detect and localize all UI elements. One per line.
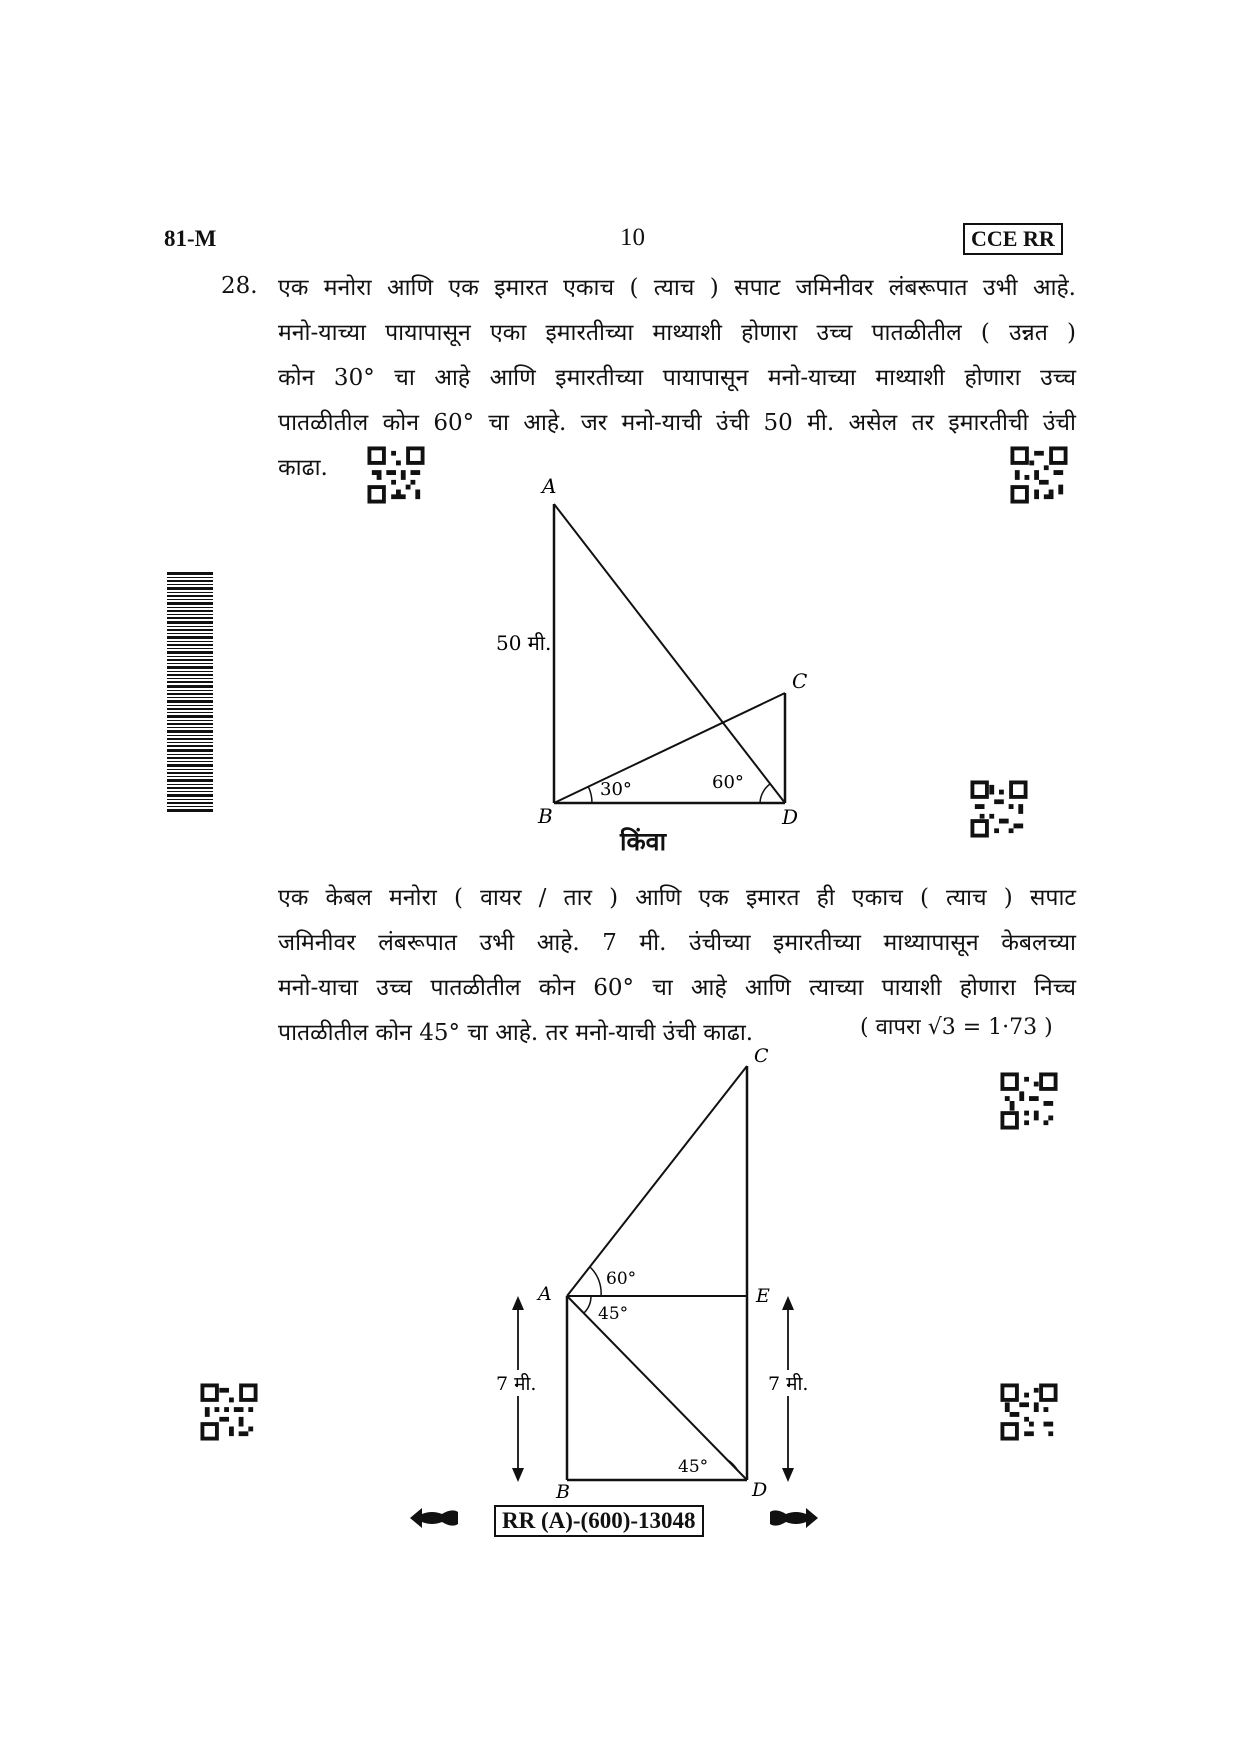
angle-d-label: 45°: [678, 1457, 709, 1477]
arrow-up-icon: [512, 1296, 524, 1310]
line-ad: [554, 504, 785, 803]
angle-up-label: 60°: [606, 1269, 637, 1289]
label-b: B: [538, 804, 553, 828]
series-badge: CCE RR: [963, 223, 1063, 255]
height-label: 50 मी.: [496, 631, 552, 655]
alt-question-line: एक केबल मनोरा ( वायर / तार ) आणि एक इमारत ही एकाच ( त्याच ) सपाट: [278, 885, 1076, 911]
arrow-up-icon: [782, 1296, 794, 1310]
question-line: मनो-याच्या पायापासून एका इमारतीच्या माथ्याशी होणारा उच्च पातळीतील ( उन्नत ): [278, 320, 1076, 346]
angle-d-arc: [760, 784, 770, 803]
line-ac: [567, 1066, 747, 1296]
arrow-down-icon: [782, 1468, 794, 1482]
label-b: B: [556, 1481, 570, 1500]
label-d: D: [752, 1479, 768, 1500]
figure-tower-building: [480, 470, 820, 840]
right-ornament-icon: [768, 1506, 820, 1530]
paper-code: 81-M: [164, 226, 217, 251]
question-line: कोन 30° चा आहे आणि इमारतीच्या पायापासून मनो-याच्या माथ्याशी होणारा उच्च: [278, 365, 1076, 391]
angle-down-arc: [584, 1296, 591, 1313]
figure-cable-tower: [490, 1040, 830, 1500]
footer-code: RR (A)-(600)-13048: [494, 1505, 704, 1537]
alt-question-line: मनो-याचा उच्च पातळीतील कोन 60° चा आहे आणि त्याच्या पायाशी होणारा निच्च: [278, 975, 1076, 1001]
qr-code-icon: [1000, 1072, 1058, 1130]
label-e: E: [756, 1285, 770, 1307]
angle-d-label: 60°: [712, 772, 744, 793]
question-line: एक मनोरा आणि एक इमारत एकाच ( त्याच ) सपाट जमिनीवर लंबरूपात उभी आहे.: [278, 275, 1076, 301]
question-line: काढा.: [278, 455, 328, 481]
qr-code-icon: [970, 780, 1028, 838]
label-a: A: [542, 474, 557, 498]
qr-code-icon: [1010, 446, 1068, 504]
page-number: 10: [620, 224, 645, 251]
barcode-icon: [167, 572, 213, 812]
right-height-label: 7 मी.: [768, 1373, 809, 1395]
question-number: 28.: [221, 273, 258, 299]
left-ornament-icon: [408, 1506, 460, 1530]
label-c: C: [754, 1045, 769, 1067]
label-d: D: [782, 805, 799, 829]
question-line: पातळीतील कोन 60° चा आहे. जर मनो-याची उंची 50 मी. असेल तर इमारतीची उंची: [278, 410, 1076, 436]
alt-question-line: पातळीतील कोन 45° चा आहे. तर मनो-याची उंची काढा.: [278, 1020, 754, 1046]
angle-b-arc: [588, 786, 592, 803]
angle-up-arc: [590, 1267, 601, 1296]
angle-b-label: 30°: [600, 779, 632, 800]
angle-down-label: 45°: [598, 1304, 629, 1324]
alt-question-line: जमिनीवर लंबरूपात उभी आहे. 7 मी. उंचीच्या इमारतीच्या माथ्यापासून केबलच्या: [278, 930, 1076, 956]
line-ad: [567, 1296, 747, 1480]
hint-text: ( वापरा √3 = 1·73 ): [860, 1015, 1053, 1040]
qr-code-icon: [200, 1383, 258, 1441]
or-label: किंवा: [620, 827, 667, 856]
qr-code-icon: [367, 446, 425, 504]
left-height-label: 7 मी.: [496, 1373, 537, 1395]
label-a: A: [538, 1283, 552, 1305]
arrow-down-icon: [512, 1468, 524, 1482]
qr-code-icon: [1000, 1383, 1058, 1441]
label-c: C: [792, 669, 808, 693]
